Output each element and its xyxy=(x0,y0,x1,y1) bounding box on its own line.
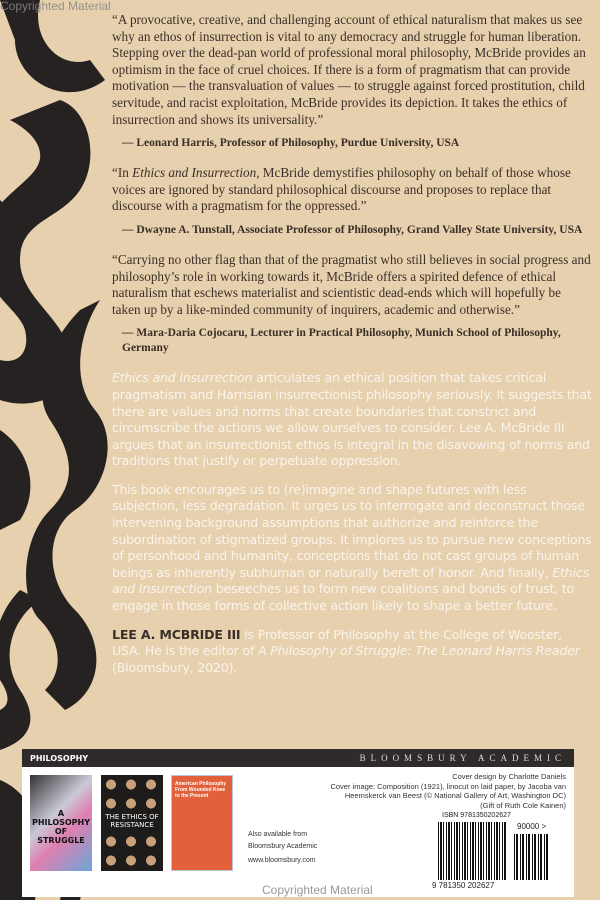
price-code: 90000 > xyxy=(517,822,547,831)
credit-line: (Gift of Ruth Cole Kainen) xyxy=(480,800,566,810)
isbn-digits: 9 781350 202627 xyxy=(432,881,495,890)
book-cover-ethics-of-resistance[interactable] xyxy=(101,775,163,871)
endorsement-attribution: — Dwayne A. Tunstall, Associate Professor of Philosophy, Grand Valley State University, USA xyxy=(122,223,583,236)
category-label: PHILOSOPHY xyxy=(30,753,89,763)
endorsement-1 xyxy=(112,12,592,151)
barcode xyxy=(414,812,564,892)
barcode-bars xyxy=(438,822,506,880)
book-cover-american-philosophy[interactable] xyxy=(171,775,233,871)
endorsement-2 xyxy=(112,165,592,238)
publisher-name: BLOOMSBURY ACADEMIC xyxy=(359,753,566,763)
description-paragraph-2: This book encourages us to (re)imagine and shape futures with less subjection, less degradation. It urges us to interrogate and deconstruct those intervening background assumptions that authorize and reinforce the subordination of stigmatized groups. It implores us to pursue new conceptions of personhood and humanity, conceptions that do not cast groups of human beings as inherently subhuman or naturally bereft of honor. And finally, Ethics and Insurrection beseeches us to form new coalitions and bonds of trust, to engage in those forms of collective action likely to shape a better future. xyxy=(112,481,592,614)
credit-line: Cover design by Charlotte Daniels xyxy=(452,772,566,781)
endorsement-3 xyxy=(112,252,592,356)
endorsement-quote: “Carrying no other flag than that of the pragmatist who still believes in social progress and philosophy’s role in working towards it, McBride offers a spirited defence of ethical naturalism that eschews materialist and scientistic dead-ends which will hopefully be taken up by a like-minded community of inquirers, academic and otherwise.” xyxy=(112,251,591,317)
description-paragraph-1: Ethics and Insurrection articulates an ethical position that takes critical pragmatism and Harrisian insurrectionist philosophy seriously. It suggests that there are values and norms that create boundaries that constrict and circumscribe the actions we allow ourselves to consider. Lee A. McBride III argues that an insurrectionist ethos is integral in the disavowing of norms and traditions that justify or perpetuate oppression. xyxy=(112,370,592,469)
credit-line: Cover image: Composition (1921), linocut on laid paper, by Jacoba van xyxy=(330,781,566,791)
endorsement-attribution: — Leonard Harris, Professor of Philosophy, Purdue University, USA xyxy=(122,137,460,150)
publisher-band xyxy=(22,749,574,767)
author-bio: LEE A. MCBRIDE III is Professor of Philosophy at the College of Wooster, USA. He is the editor of A Philosophy of Struggle: The Leonard Harris Reader (Bloomsbury, 2020). xyxy=(112,626,580,675)
price-barcode xyxy=(514,834,548,880)
book-cover-philosophy-of-struggle[interactable] xyxy=(30,775,92,871)
endorsement-attribution: — Mara-Daria Cojocaru, Lecturer in Practical Philosophy, Munich School of Philosophy, Germany xyxy=(122,327,561,355)
cover-credits xyxy=(330,772,566,810)
endorsement-quote: “A provocative, creative, and challenging account of ethical naturalism that makes us see why an ethos of insurrection is vital to any democracy and struggle for human liberation. Stepping over the dead-pan world of professional moral philosophy, McBride provides an optimism in the face of cruel choices. If there is a form of pragmatism that can provide motivation — the transvaluation of values — to struggle against forced prostitution, child servitude, and racist exploitation, McBride provides its depiction. It takes the ethics of insurrection and shows its universality.” xyxy=(112,12,586,127)
book-title: American Philosophy From Wounded Knee to the Present xyxy=(175,781,227,799)
also-line: Bloomsbury Academic xyxy=(248,843,318,850)
book-title: THE ETHICS OF RESISTANCE xyxy=(101,813,163,829)
also-line: Also available from xyxy=(248,831,308,838)
credit-line: Heemskerck van Beest (© National Gallery of Art, Washington DC) xyxy=(344,791,566,800)
book-title: A PHILOSOPHY OF STRUGGLE xyxy=(31,809,91,845)
bottom-panel xyxy=(22,767,574,897)
back-cover-content xyxy=(112,12,592,676)
watermark: Copyrighted Material xyxy=(262,883,373,897)
publisher-url[interactable]: www.bloomsbury.com xyxy=(248,857,316,864)
endorsement-quote: “In Ethics and Insurrection, McBride demystifies philosophy on behalf of those whose voices are ignored by standard philosophical discourse and proposes to replace that discourse with a pragmatism for the oppressed.” xyxy=(112,165,571,214)
watermark: Copyrighted Material xyxy=(0,0,111,13)
also-available xyxy=(248,829,317,867)
isbn-label: ISBN 9781350202627 xyxy=(442,812,511,819)
